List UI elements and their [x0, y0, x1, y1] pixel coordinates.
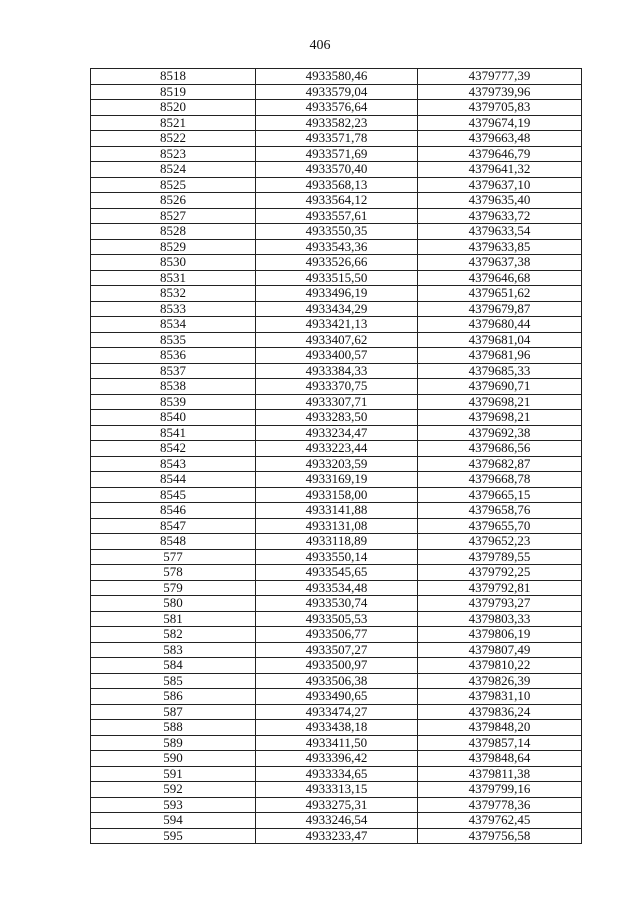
point-number-cell: 592	[91, 782, 256, 798]
y-coordinate-cell: 4379674,19	[418, 115, 582, 131]
x-coordinate-cell: 4933496,19	[256, 286, 418, 302]
y-coordinate-cell: 4379637,10	[418, 177, 582, 193]
point-number-cell: 8527	[91, 208, 256, 224]
x-coordinate-cell: 4933246,54	[256, 813, 418, 829]
y-coordinate-cell: 4379848,64	[418, 751, 582, 767]
y-coordinate-cell: 4379778,36	[418, 797, 582, 813]
x-coordinate-cell: 4933234,47	[256, 425, 418, 441]
point-number-cell: 8534	[91, 317, 256, 333]
x-coordinate-cell: 4933131,08	[256, 518, 418, 534]
point-number-cell: 589	[91, 735, 256, 751]
point-number-cell: 8543	[91, 456, 256, 472]
point-number-cell: 8537	[91, 363, 256, 379]
table-row	[91, 503, 582, 519]
point-number-cell: 8541	[91, 425, 256, 441]
table-row	[91, 193, 582, 209]
table-row	[91, 348, 582, 364]
y-coordinate-cell: 4379803,33	[418, 611, 582, 627]
x-coordinate-cell: 4933564,12	[256, 193, 418, 209]
x-coordinate-cell: 4933283,50	[256, 410, 418, 426]
table-row	[91, 286, 582, 302]
point-number-cell: 8540	[91, 410, 256, 426]
y-coordinate-cell: 4379668,78	[418, 472, 582, 488]
table-row	[91, 146, 582, 162]
y-coordinate-cell: 4379777,39	[418, 69, 582, 85]
y-coordinate-cell: 4379652,23	[418, 534, 582, 550]
y-coordinate-cell: 4379680,44	[418, 317, 582, 333]
x-coordinate-cell: 4933550,14	[256, 549, 418, 565]
point-number-cell: 8542	[91, 441, 256, 457]
x-coordinate-cell: 4933118,89	[256, 534, 418, 550]
y-coordinate-cell: 4379665,15	[418, 487, 582, 503]
point-number-cell: 582	[91, 627, 256, 643]
x-coordinate-cell: 4933313,15	[256, 782, 418, 798]
x-coordinate-cell: 4933434,29	[256, 301, 418, 317]
point-number-cell: 587	[91, 704, 256, 720]
table-row	[91, 720, 582, 736]
y-coordinate-cell: 4379651,62	[418, 286, 582, 302]
y-coordinate-cell: 4379686,56	[418, 441, 582, 457]
table-row	[91, 441, 582, 457]
point-number-cell: 583	[91, 642, 256, 658]
x-coordinate-cell: 4933507,27	[256, 642, 418, 658]
x-coordinate-cell: 4933158,00	[256, 487, 418, 503]
y-coordinate-cell: 4379633,54	[418, 224, 582, 240]
x-coordinate-cell: 4933568,13	[256, 177, 418, 193]
x-coordinate-cell: 4933411,50	[256, 735, 418, 751]
y-coordinate-cell: 4379635,40	[418, 193, 582, 209]
point-number-cell: 8531	[91, 270, 256, 286]
page-number: 406	[309, 38, 331, 53]
point-number-cell: 8539	[91, 394, 256, 410]
point-number-cell: 8522	[91, 131, 256, 147]
x-coordinate-cell: 4933579,04	[256, 84, 418, 100]
x-coordinate-cell: 4933407,62	[256, 332, 418, 348]
x-coordinate-cell: 4933223,44	[256, 441, 418, 457]
table-row	[91, 456, 582, 472]
x-coordinate-cell: 4933421,13	[256, 317, 418, 333]
point-number-cell: 8532	[91, 286, 256, 302]
x-coordinate-cell: 4933526,66	[256, 255, 418, 271]
y-coordinate-cell: 4379698,21	[418, 394, 582, 410]
y-coordinate-cell: 4379655,70	[418, 518, 582, 534]
point-number-cell: 8525	[91, 177, 256, 193]
y-coordinate-cell: 4379646,79	[418, 146, 582, 162]
table-row	[91, 255, 582, 271]
y-coordinate-cell: 4379857,14	[418, 735, 582, 751]
y-coordinate-cell: 4379792,25	[418, 565, 582, 581]
point-number-cell: 578	[91, 565, 256, 581]
y-coordinate-cell: 4379633,85	[418, 239, 582, 255]
point-number-cell: 8518	[91, 69, 256, 85]
y-coordinate-cell: 4379762,45	[418, 813, 582, 829]
table-row	[91, 208, 582, 224]
y-coordinate-cell: 4379739,96	[418, 84, 582, 100]
table-row	[91, 673, 582, 689]
point-number-cell: 8533	[91, 301, 256, 317]
table-row	[91, 332, 582, 348]
table-row	[91, 425, 582, 441]
x-coordinate-cell: 4933396,42	[256, 751, 418, 767]
x-coordinate-cell: 4933534,48	[256, 580, 418, 596]
y-coordinate-cell: 4379806,19	[418, 627, 582, 643]
y-coordinate-cell: 4379663,48	[418, 131, 582, 147]
y-coordinate-cell: 4379681,04	[418, 332, 582, 348]
point-number-cell: 8545	[91, 487, 256, 503]
table-row	[91, 162, 582, 178]
x-coordinate-cell: 4933169,19	[256, 472, 418, 488]
x-coordinate-cell: 4933384,33	[256, 363, 418, 379]
x-coordinate-cell: 4933580,46	[256, 69, 418, 85]
table-row	[91, 472, 582, 488]
x-coordinate-cell: 4933506,38	[256, 673, 418, 689]
x-coordinate-cell: 4933334,65	[256, 766, 418, 782]
point-number-cell: 8526	[91, 193, 256, 209]
x-coordinate-cell: 4933438,18	[256, 720, 418, 736]
table-row	[91, 131, 582, 147]
y-coordinate-cell: 4379848,20	[418, 720, 582, 736]
y-coordinate-cell: 4379698,21	[418, 410, 582, 426]
coordinates-table-container	[90, 68, 581, 844]
point-number-cell: 8538	[91, 379, 256, 395]
y-coordinate-cell: 4379682,87	[418, 456, 582, 472]
point-number-cell: 8536	[91, 348, 256, 364]
x-coordinate-cell: 4933550,35	[256, 224, 418, 240]
x-coordinate-cell: 4933576,64	[256, 100, 418, 116]
x-coordinate-cell: 4933307,71	[256, 394, 418, 410]
table-row	[91, 410, 582, 426]
point-number-cell: 590	[91, 751, 256, 767]
point-number-cell: 8519	[91, 84, 256, 100]
table-row	[91, 627, 582, 643]
point-number-cell: 585	[91, 673, 256, 689]
y-coordinate-cell: 4379789,55	[418, 549, 582, 565]
table-row	[91, 658, 582, 674]
point-number-cell: 8523	[91, 146, 256, 162]
table-row	[91, 565, 582, 581]
point-number-cell: 593	[91, 797, 256, 813]
x-coordinate-cell: 4933543,36	[256, 239, 418, 255]
point-number-cell: 8547	[91, 518, 256, 534]
point-number-cell: 595	[91, 828, 256, 844]
point-number-cell: 584	[91, 658, 256, 674]
x-coordinate-cell: 4933275,31	[256, 797, 418, 813]
y-coordinate-cell: 4379681,96	[418, 348, 582, 364]
point-number-cell: 8544	[91, 472, 256, 488]
x-coordinate-cell: 4933500,97	[256, 658, 418, 674]
x-coordinate-cell: 4933571,69	[256, 146, 418, 162]
x-coordinate-cell: 4933545,65	[256, 565, 418, 581]
x-coordinate-cell: 4933505,53	[256, 611, 418, 627]
table-row	[91, 224, 582, 240]
table-row	[91, 84, 582, 100]
x-coordinate-cell: 4933570,40	[256, 162, 418, 178]
y-coordinate-cell: 4379685,33	[418, 363, 582, 379]
table-row	[91, 549, 582, 565]
x-coordinate-cell: 4933141,88	[256, 503, 418, 519]
point-number-cell: 577	[91, 549, 256, 565]
table-row	[91, 518, 582, 534]
y-coordinate-cell: 4379792,81	[418, 580, 582, 596]
table-row	[91, 317, 582, 333]
y-coordinate-cell: 4379793,27	[418, 596, 582, 612]
point-number-cell: 8521	[91, 115, 256, 131]
point-number-cell: 588	[91, 720, 256, 736]
y-coordinate-cell: 4379799,16	[418, 782, 582, 798]
y-coordinate-cell: 4379679,87	[418, 301, 582, 317]
x-coordinate-cell: 4933530,74	[256, 596, 418, 612]
point-number-cell: 8520	[91, 100, 256, 116]
table-row	[91, 487, 582, 503]
table-row	[91, 363, 582, 379]
table-row	[91, 642, 582, 658]
point-number-cell: 594	[91, 813, 256, 829]
y-coordinate-cell: 4379633,72	[418, 208, 582, 224]
table-row	[91, 301, 582, 317]
coordinates-table	[90, 68, 582, 844]
point-number-cell: 8546	[91, 503, 256, 519]
y-coordinate-cell: 4379826,39	[418, 673, 582, 689]
x-coordinate-cell: 4933370,75	[256, 379, 418, 395]
y-coordinate-cell: 4379658,76	[418, 503, 582, 519]
x-coordinate-cell: 4933515,50	[256, 270, 418, 286]
point-number-cell: 8529	[91, 239, 256, 255]
point-number-cell: 8548	[91, 534, 256, 550]
table-row	[91, 270, 582, 286]
table-row	[91, 596, 582, 612]
table-row	[91, 704, 582, 720]
table-row	[91, 100, 582, 116]
table-row	[91, 751, 582, 767]
table-row	[91, 611, 582, 627]
x-coordinate-cell: 4933474,27	[256, 704, 418, 720]
point-number-cell: 8528	[91, 224, 256, 240]
table-row	[91, 239, 582, 255]
x-coordinate-cell: 4933233,47	[256, 828, 418, 844]
point-number-cell: 8530	[91, 255, 256, 271]
point-number-cell: 581	[91, 611, 256, 627]
table-row	[91, 735, 582, 751]
x-coordinate-cell: 4933506,77	[256, 627, 418, 643]
point-number-cell: 579	[91, 580, 256, 596]
coordinates-table-body	[91, 69, 582, 844]
table-row	[91, 394, 582, 410]
x-coordinate-cell: 4933557,61	[256, 208, 418, 224]
y-coordinate-cell: 4379646,68	[418, 270, 582, 286]
x-coordinate-cell: 4933490,65	[256, 689, 418, 705]
table-row	[91, 580, 582, 596]
point-number-cell: 580	[91, 596, 256, 612]
table-row	[91, 797, 582, 813]
table-row	[91, 766, 582, 782]
table-row	[91, 115, 582, 131]
table-row	[91, 534, 582, 550]
table-row	[91, 379, 582, 395]
point-number-cell: 8524	[91, 162, 256, 178]
table-row	[91, 813, 582, 829]
point-number-cell: 591	[91, 766, 256, 782]
y-coordinate-cell: 4379831,10	[418, 689, 582, 705]
x-coordinate-cell: 4933571,78	[256, 131, 418, 147]
x-coordinate-cell: 4933582,23	[256, 115, 418, 131]
y-coordinate-cell: 4379637,38	[418, 255, 582, 271]
table-row	[91, 69, 582, 85]
table-row	[91, 177, 582, 193]
y-coordinate-cell: 4379811,38	[418, 766, 582, 782]
point-number-cell: 586	[91, 689, 256, 705]
table-row	[91, 689, 582, 705]
x-coordinate-cell: 4933203,59	[256, 456, 418, 472]
y-coordinate-cell: 4379705,83	[418, 100, 582, 116]
table-row	[91, 828, 582, 844]
y-coordinate-cell: 4379756,58	[418, 828, 582, 844]
y-coordinate-cell: 4379641,32	[418, 162, 582, 178]
y-coordinate-cell: 4379807,49	[418, 642, 582, 658]
x-coordinate-cell: 4933400,57	[256, 348, 418, 364]
y-coordinate-cell: 4379692,38	[418, 425, 582, 441]
point-number-cell: 8535	[91, 332, 256, 348]
y-coordinate-cell: 4379810,22	[418, 658, 582, 674]
y-coordinate-cell: 4379836,24	[418, 704, 582, 720]
y-coordinate-cell: 4379690,71	[418, 379, 582, 395]
table-row	[91, 782, 582, 798]
